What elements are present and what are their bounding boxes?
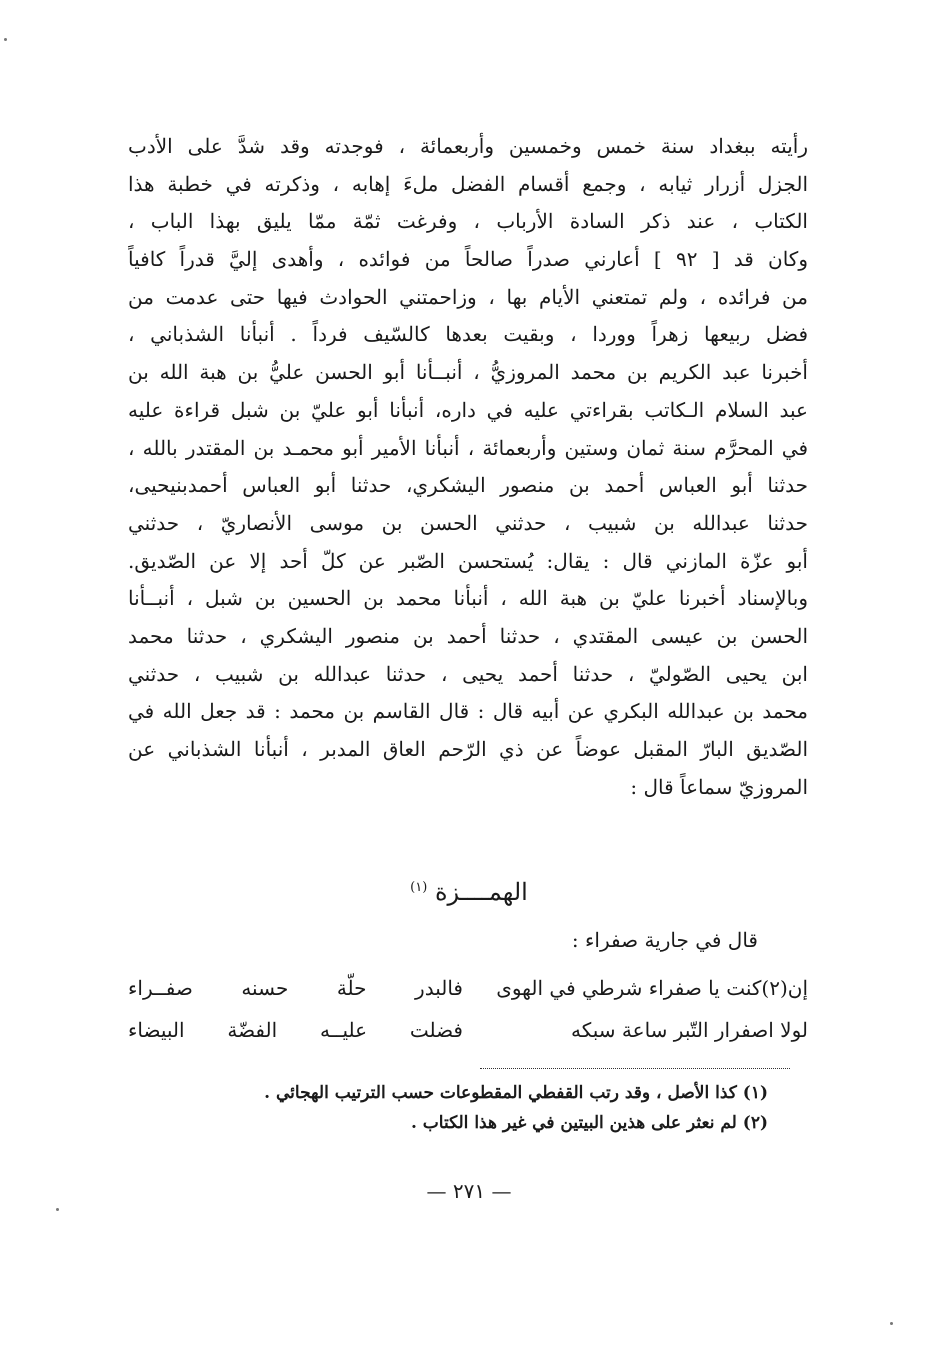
verse-second-hemistich: فالبدر حلّة حسنه صفــراء <box>128 976 463 1000</box>
verse-first-hemistich: إن(٢)كنت يا صفراء شرطي في الهوى <box>496 976 808 1000</box>
footnote-mark: (١) <box>410 880 428 895</box>
text-line: فضل ربيعها زهراً ووردا ، وبقيت بعدها كالسّيف فرداً . أنبأنا الشذباني ، <box>128 322 808 347</box>
text-line: من فرائده ، ولم تمتعني الأيام بها ، وزاحمتني الحوادث فيها حتى عدمت من <box>128 284 808 309</box>
section-heading <box>0 868 938 912</box>
footnote-divider <box>480 1068 790 1069</box>
text-line: الكتاب ، عند ذكر السادة الأرباب ، وفرغت ثمّة ممّا يليق بهذا الباب ، <box>128 209 808 234</box>
text-line: وكان قد [ ٩٢ ] أعارني صدراً صالحاً من فوائده ، وأهدى إليَّ قدراً كافياً <box>128 247 808 272</box>
text-line: حدثنا عبدالله بن شبيب ، حدثني الحسن بن موسى الأنصاريّ ، حدثني <box>128 510 808 535</box>
text-line: الحسن بن عيسى المقتدي ، حدثنا أحمد بن منصور اليشكري ، حدثنا محمد <box>128 623 808 648</box>
footnote: (٢) لم نعثر على هذين البيتين في غير هذا الكتاب . <box>410 1113 768 1133</box>
scan-speck <box>56 1208 59 1211</box>
text-line: عبد السلام الـكاتب بقراءتي عليه في داره، أنبأنا أبو عليّ بن شبل قراءة عليه <box>128 397 808 422</box>
scan-speck <box>890 1322 893 1325</box>
text-line: الصّديق البارّ المقبل عوضاً عن ذي الرّحم العاق المدبر ، أنبأنا الشذباني عن <box>128 737 808 761</box>
verse-first-hemistich: لولا اصفرار التّبر ساعة سبكه <box>571 1018 808 1042</box>
text-line: في المحرَّم سنة ثمان وستين وأربعمائة ، أنبأنا الأمير أبو محمـد بن المقتدر بالله ، <box>128 435 808 460</box>
footnotes <box>264 1078 768 1138</box>
text-line: أبو عزّة المازني قال : يقال: يُستحسن الصّبر عن كلّ أحد إلا عن الصّديق. <box>128 548 808 573</box>
text-line: أخبرنا عبد الكريم بن محمد المروزيُّ ، أنبــأنا أبو الحسن عليُّ بن هبة الله بن <box>128 360 808 385</box>
text-line: حدثنا أبو العباس أحمد بن منصور اليشكري، حدثنا أبو العباس أحمدبنيحيى، <box>128 473 808 498</box>
verse-second-hemistich: فضلت عليــه الفضّة البيضاء <box>128 1018 463 1042</box>
verse-intro: قال في جارية صفراء : <box>571 928 758 952</box>
text-line: ابن يحيى الصّوليّ ، حدثنا أحمد يحيى ، حدثنا عبدالله بن شبيب ، حدثني <box>128 661 808 686</box>
verse-line <box>128 970 808 1006</box>
body-text <box>128 128 808 806</box>
section-title: الهمــــزة <box>434 878 528 906</box>
footnote: (١) كذا الأصل ، وقد رتب القفطي المقطوعات حسب الترتيب الهجائي . <box>264 1083 768 1103</box>
text-line: رأيته ببغداد سنة خمس وخمسين وأربعمائة ، فوجدته وقد شدَّ على الأدب <box>128 134 808 158</box>
page-number: — ٢٧١ — <box>426 1179 512 1203</box>
text-line: محمد بن عبدالله البكري عن أبيه قال : قال القاسم بن محمد : قد جعل الله في <box>128 699 808 724</box>
text-line: المروزيّ سماعاً قال : <box>630 774 808 799</box>
verse-line <box>128 1012 808 1048</box>
text-line: الجزل أزرار ثيابه ، وجمع أقسام الفضل ملءَ إهابه ، وذكرته في خطبة هذا <box>128 171 808 196</box>
scan-speck <box>4 38 7 41</box>
text-line: وبالإسناد أخبرنا عليّ بن هبة الله ، أنبأنا محمد بن الحسين بن شبل ، أنبــأنا <box>128 586 808 611</box>
